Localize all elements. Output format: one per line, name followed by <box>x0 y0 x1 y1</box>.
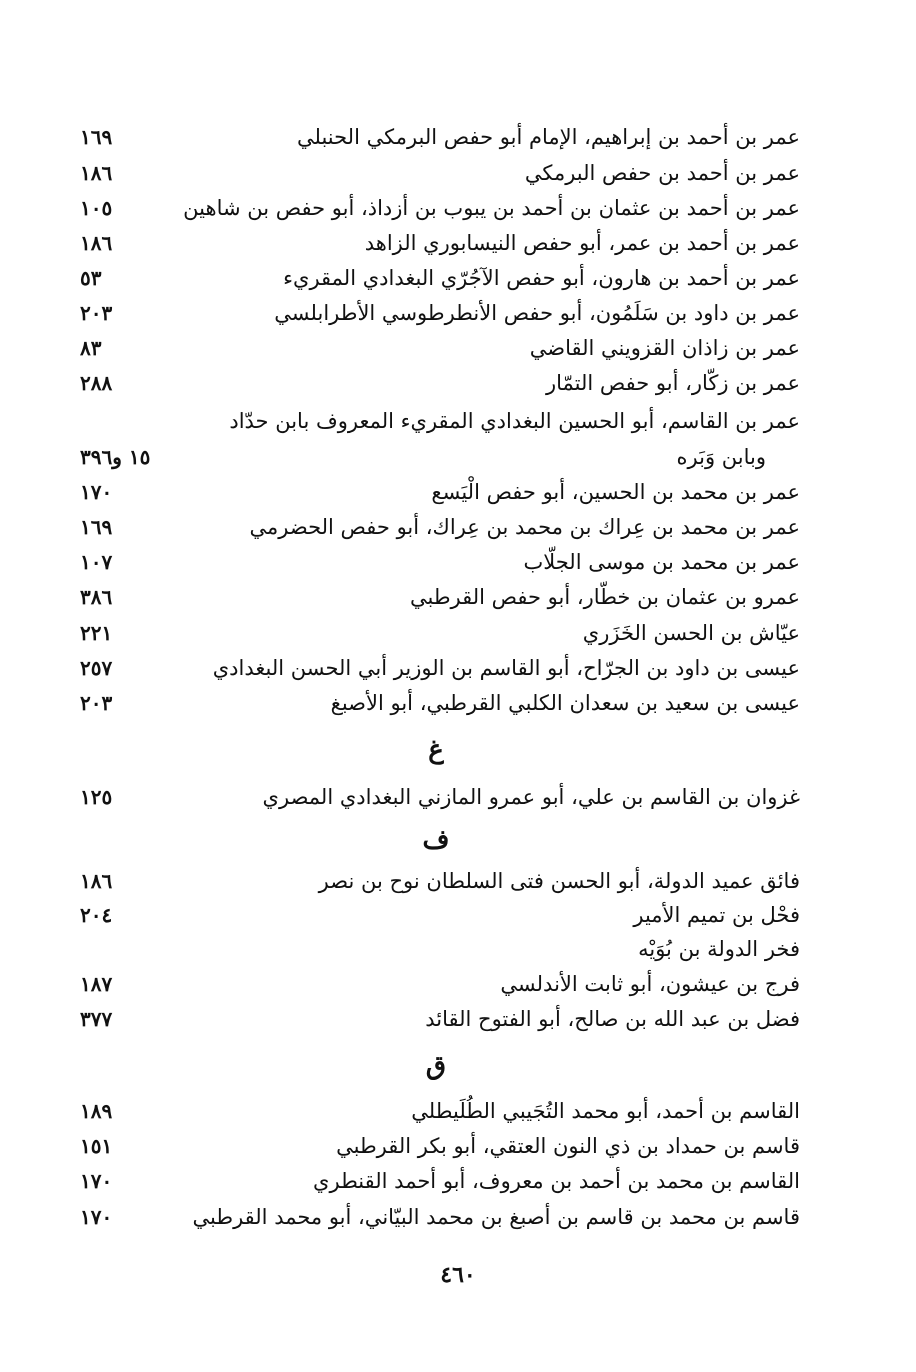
entry-page: ٣٧٧ <box>80 1007 113 1031</box>
entry-name: عمر بن أحمد بن عمر، أبو حفص النيسابوري الزاهد <box>364 231 800 255</box>
entry-name: فخر الدولة بن بُوَيْه <box>638 937 800 961</box>
entry-page: ٢٠٤ <box>80 903 113 927</box>
entry-page: ١٥١ <box>80 1134 113 1158</box>
entry-name: فائق عميد الدولة، أبو الحسن فتى السلطان نوح بن نصر <box>318 869 800 893</box>
entry-name: عمر بن محمد بن عِراك بن محمد بن عِراك، أبو حفص الحضرمي <box>249 515 800 539</box>
index-entry <box>80 580 800 614</box>
entry-name: عمر بن القاسم، أبو الحسين البغدادي المقريء المعروف بابن حدّاد <box>229 409 800 433</box>
page-number: ٤٦٠ <box>440 1262 476 1288</box>
index-entry <box>80 191 800 225</box>
entry-page: ١٥ و٣٩٦ <box>80 445 151 469</box>
entry-name: عمر بن أحمد بن هارون، أبو حفص الآجُرّي البغدادي المقريء <box>283 266 800 290</box>
entry-page: ١٨٧ <box>80 972 113 996</box>
entry-page: ٨٣ <box>80 336 102 360</box>
entry-page: ١٨٦ <box>80 161 113 185</box>
entry-name: عمر بن زاذان القزويني القاضي <box>529 336 800 360</box>
entry-page: ٢٠٣ <box>80 691 113 715</box>
index-entry <box>80 510 800 544</box>
section-letter-heading: غ <box>428 735 444 765</box>
entry-name: عيسى بن سعيد بن سعدان الكلبي القرطبي، أبو الأصبغ <box>330 691 800 715</box>
entry-name: غزوان بن القاسم بن علي، أبو عمرو المازني البغدادي المصري <box>262 785 800 809</box>
entry-page: ٢٨٨ <box>80 371 113 395</box>
index-entry <box>80 440 800 474</box>
index-entry <box>80 651 800 685</box>
entry-page: ١٧٠ <box>80 1205 113 1229</box>
index-entry <box>80 156 800 190</box>
entry-name: عمر بن زكّار، أبو حفص التمّار <box>545 371 800 395</box>
entry-name: فحْل بن تميم الأمير <box>633 903 800 927</box>
index-entry <box>80 120 800 154</box>
index-entry <box>80 616 800 650</box>
section-letter-heading: ق <box>425 1051 447 1081</box>
entry-name: قاسم بن محمد بن قاسم بن أصبغ بن محمد البيّاني، أبو محمد القرطبي <box>192 1205 800 1229</box>
section-letter-heading: ف <box>422 825 450 855</box>
index-entry <box>80 475 800 509</box>
entry-page: ١٨٩ <box>80 1099 113 1123</box>
index-entry <box>80 545 800 579</box>
index-entry <box>80 1002 800 1036</box>
entry-page: ٢٥٧ <box>80 656 113 680</box>
entry-name: قاسم بن حمداد بن ذي النون العتقي، أبو بكر القرطبي <box>336 1134 800 1158</box>
entry-page: ١٨٦ <box>80 869 113 893</box>
entry-name: عمر بن محمد بن الحسين، أبو حفص الْيَسع <box>431 480 800 504</box>
index-entry <box>80 366 800 400</box>
entry-page: ١٧٠ <box>80 480 113 504</box>
index-entry <box>80 780 800 814</box>
index-entry <box>80 898 800 932</box>
entry-page: ١٢٥ <box>80 785 113 809</box>
index-entry <box>80 404 800 438</box>
entry-name: عمر بن أحمد بن عثمان بن أحمد بن يبوب بن أزداذ، أبو حفص بن شاهين <box>183 196 800 220</box>
index-entry <box>80 1094 800 1128</box>
entry-page: ١٨٦ <box>80 231 113 255</box>
entry-name: عمر بن داود بن سَلَمُون، أبو حفص الأنطرطوسي الأطرابلسي <box>274 301 800 325</box>
entry-page: ١٧٠ <box>80 1169 113 1193</box>
index-entry <box>80 686 800 720</box>
entry-page: ١٦٩ <box>80 125 113 149</box>
index-entry <box>80 261 800 295</box>
index-entry <box>80 967 800 1001</box>
entry-name: القاسم بن محمد بن أحمد بن معروف، أبو أحمد القنطري <box>313 1169 800 1193</box>
index-entry <box>80 932 800 966</box>
entry-page: ٥٣ <box>80 266 102 290</box>
index-entry <box>80 296 800 330</box>
entry-page: ١٠٥ <box>80 196 113 220</box>
entry-name: عيّاش بن الحسن الخَزَري <box>582 621 800 645</box>
entry-page: ٣٨٦ <box>80 585 113 609</box>
index-entry <box>80 864 800 898</box>
entry-name: فرج بن عيشون، أبو ثابت الأندلسي <box>500 972 800 996</box>
entry-page: ٢٠٣ <box>80 301 113 325</box>
entry-name: عمر بن محمد بن موسى الجلّاب <box>523 550 800 574</box>
entry-page: ١٠٧ <box>80 550 113 574</box>
index-entry <box>80 331 800 365</box>
entry-name: فضل بن عبد الله بن صالح، أبو الفتوح القائد <box>425 1007 800 1031</box>
index-entry <box>80 226 800 260</box>
entry-name: عمرو بن عثمان بن خطّار، أبو حفص القرطبي <box>410 585 800 609</box>
entry-page: ١٦٩ <box>80 515 113 539</box>
index-entry <box>80 1164 800 1198</box>
index-entry <box>80 1200 800 1234</box>
index-entry <box>80 1129 800 1163</box>
entry-name: عمر بن أحمد بن حفص البرمكي <box>524 161 800 185</box>
entry-name-continuation: وبابن وَبَره <box>676 445 766 469</box>
entry-name: عمر بن أحمد بن إبراهيم، الإمام أبو حفص البرمكي الحنبلي <box>297 125 800 149</box>
entry-page: ٢٢١ <box>80 621 113 645</box>
entry-name: القاسم بن أحمد، أبو محمد التُجَيبي الطُلَيطلي <box>411 1099 800 1123</box>
entry-name: عيسى بن داود بن الجرّاح، أبو القاسم بن الوزير أبي الحسن البغدادي <box>212 656 800 680</box>
